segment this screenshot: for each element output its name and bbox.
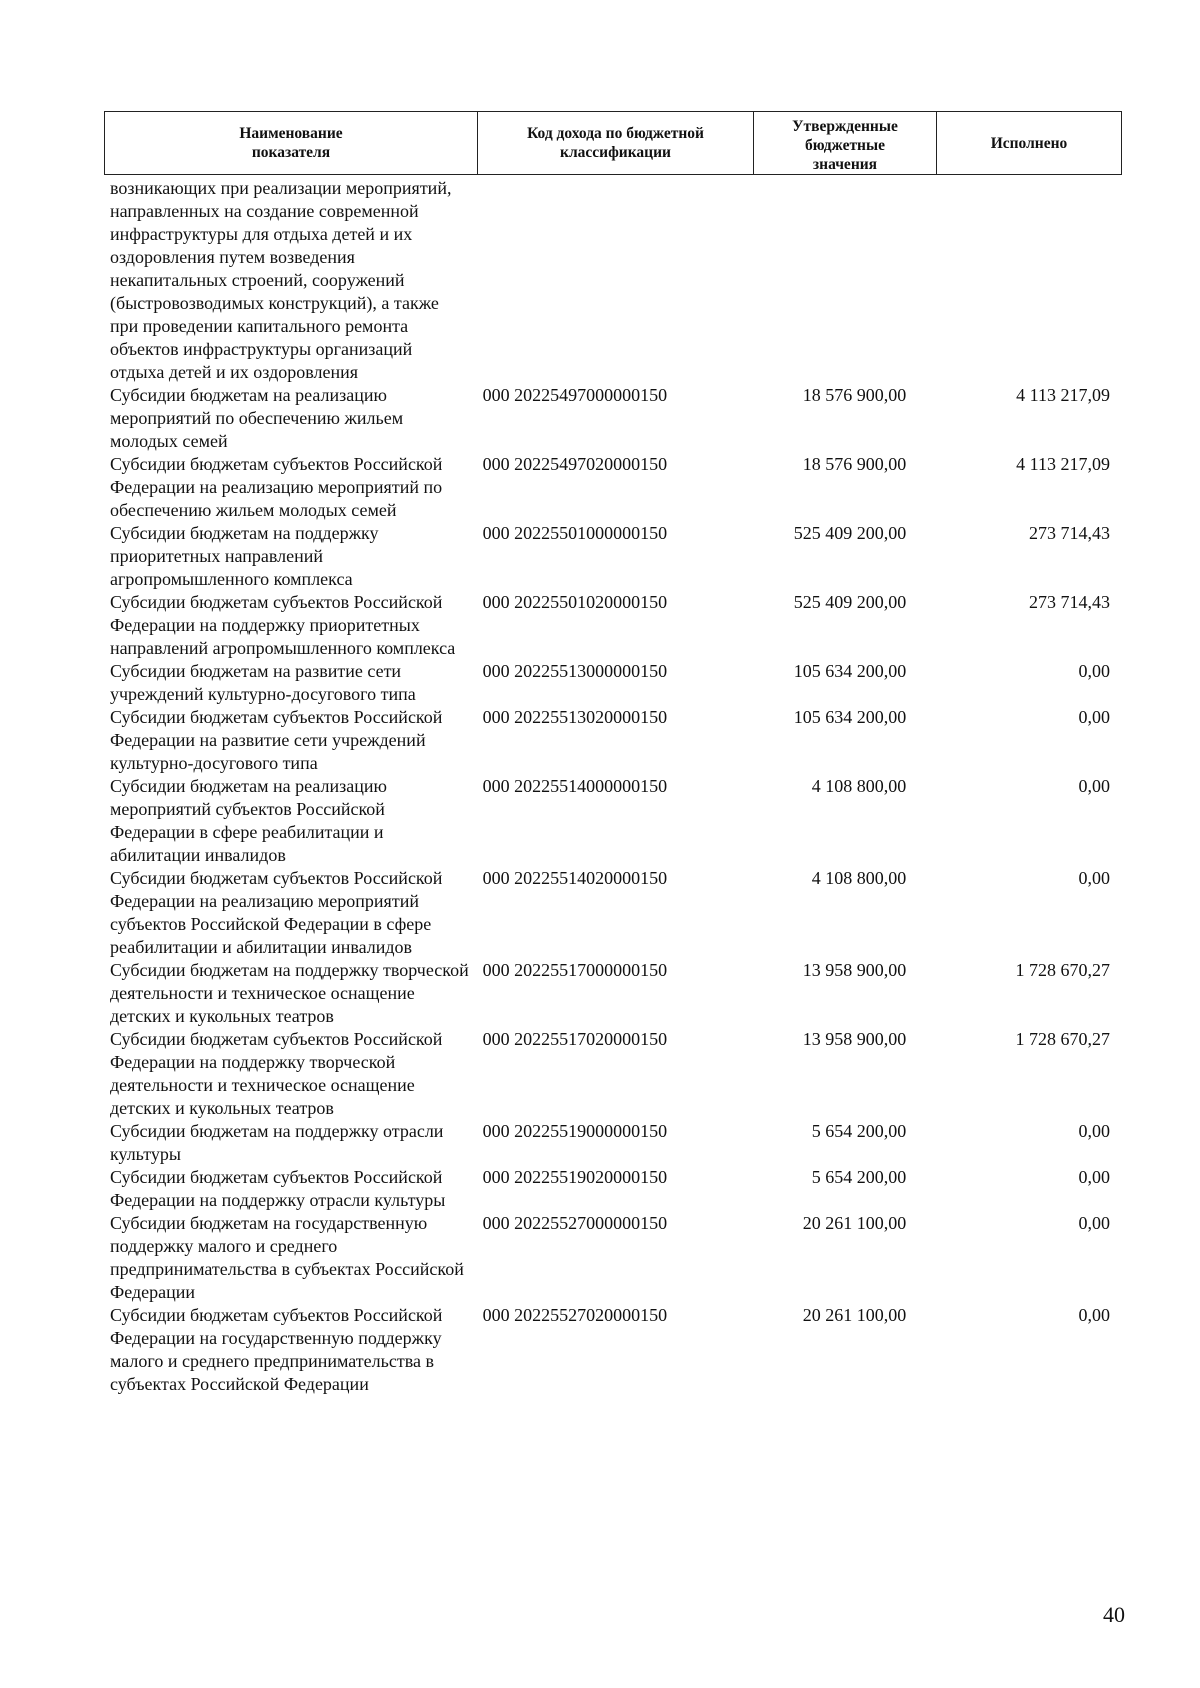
- table-row: [110, 1120, 1110, 1166]
- row-done: 0,00: [1078, 868, 1110, 888]
- row-name: Субсидии бюджетам на поддержку отрасли культуры: [110, 1121, 444, 1164]
- row-approved: 18 576 900,00: [802, 454, 907, 474]
- table-row: [110, 1212, 1110, 1304]
- row-code: 000 20225497020000150: [482, 454, 668, 474]
- table-body: [110, 177, 1110, 1396]
- row-done: 4 113 217,09: [1016, 454, 1110, 474]
- row-name: Субсидии бюджетам на государственную поддержку малого и среднего предпринимательства в субъектах Российской Федерации: [110, 1213, 464, 1302]
- row-name: Субсидии бюджетам субъектов Российской Федерации на поддержку отрасли культуры: [110, 1167, 446, 1210]
- row-name: Субсидии бюджетам на поддержку приоритетных направлений агропромышленного комплекса: [110, 523, 379, 589]
- page-number: 40: [1103, 1602, 1125, 1627]
- table-header: [104, 111, 1122, 175]
- row-done: 0,00: [1078, 1305, 1110, 1325]
- row-code: 000 20225527020000150: [482, 1305, 668, 1325]
- row-done: 1 728 670,27: [1015, 1029, 1110, 1049]
- table-row: [110, 1028, 1110, 1120]
- row-done: [906, 177, 1110, 384]
- row-done: 1 728 670,27: [1015, 960, 1110, 980]
- row-done: 0,00: [1078, 1121, 1110, 1141]
- table-row: [110, 177, 1110, 384]
- row-code: 000 20225519000000150: [482, 1121, 668, 1141]
- row-name: Субсидии бюджетам субъектов Российской Федерации на реализацию мероприятий по обеспечению жильем молодых семей: [110, 454, 443, 520]
- row-code: 000 20225513020000150: [482, 707, 668, 727]
- table-row: [110, 591, 1110, 660]
- row-done: 273 714,43: [1029, 523, 1110, 543]
- row-code: 000 20225527000000150: [482, 1213, 668, 1233]
- row-code: 000 20225513000000150: [482, 661, 668, 681]
- row-done: 0,00: [1078, 707, 1110, 727]
- row-name: Субсидии бюджетам на поддержку творческой деятельности и техническое оснащение детских и кукольных театров: [110, 960, 469, 1026]
- row-name: Субсидии бюджетам субъектов Российской Федерации на развитие сети учреждений культурно-досугового типа: [110, 707, 443, 773]
- table-row: [110, 660, 1110, 706]
- row-code: 000 20225517000000150: [482, 960, 668, 980]
- table-row: [110, 775, 1110, 867]
- table-row: [110, 959, 1110, 1028]
- row-code: 000 20225497000000150: [482, 385, 668, 405]
- row-done: 0,00: [1078, 776, 1110, 796]
- row-approved: [694, 177, 906, 384]
- row-done: 0,00: [1078, 1213, 1110, 1233]
- row-code: 000 20225501020000150: [482, 592, 668, 612]
- row-code: [478, 177, 695, 384]
- row-done: 4 113 217,09: [1016, 385, 1110, 405]
- row-approved: 18 576 900,00: [802, 385, 907, 405]
- row-done: 273 714,43: [1029, 592, 1110, 612]
- row-approved: 4 108 800,00: [811, 868, 907, 888]
- row-name: Субсидии бюджетам субъектов Российской Федерации на поддержку приоритетных направлений агропромышленного комплекса: [110, 592, 456, 658]
- row-approved: 13 958 900,00: [802, 960, 907, 980]
- row-name: Субсидии бюджетам субъектов Российской Федерации на государственную поддержку малого и среднего предпринимательства в субъектах Российской Федерации: [110, 1305, 443, 1394]
- row-done: 0,00: [1078, 661, 1110, 681]
- row-name: Субсидии бюджетам субъектов Российской Федерации на реализацию мероприятий субъектов Российской Федерации в сфере реабилитации и абилитации инвалидов: [110, 868, 443, 957]
- row-done: 0,00: [1078, 1167, 1110, 1187]
- header-done: Исполнено: [990, 134, 1068, 152]
- row-code: 000 20225514020000150: [482, 868, 668, 888]
- row-name: возникающих при реализации мероприятий, направленных на создание современной инфраструктуры для отдыха детей и их оздоровления путем возведения некапитальных строений, сооружений (быстровозводимых конструкций), а также при проведении капитального ремонта объектов инфраструктуры организаций отдыха детей и их оздоровления: [110, 178, 452, 382]
- row-code: 000 20225519020000150: [482, 1167, 668, 1187]
- table-row: [110, 706, 1110, 775]
- row-name: Субсидии бюджетам на развитие сети учреждений культурно-досугового типа: [110, 661, 416, 704]
- row-approved: 13 958 900,00: [802, 1029, 907, 1049]
- header-name: Наименование показателя: [105, 112, 478, 174]
- row-approved: 5 654 200,00: [811, 1167, 907, 1187]
- row-approved: 4 108 800,00: [811, 776, 907, 796]
- row-approved: 20 261 100,00: [802, 1305, 907, 1325]
- table-row: [110, 384, 1110, 453]
- row-approved: 5 654 200,00: [811, 1121, 907, 1141]
- row-name: Субсидии бюджетам на реализацию мероприятий субъектов Российской Федерации в сфере реабилитации и абилитации инвалидов: [110, 776, 387, 865]
- row-name: Субсидии бюджетам на реализацию мероприятий по обеспечению жильем молодых семей: [110, 385, 404, 451]
- table-row: [110, 453, 1110, 522]
- row-code: 000 20225501000000150: [482, 523, 668, 543]
- table-row: [110, 867, 1110, 959]
- row-approved: 525 409 200,00: [793, 592, 907, 612]
- table-row: [110, 1304, 1110, 1396]
- row-code: 000 20225517020000150: [482, 1029, 668, 1049]
- table-row: [110, 1166, 1110, 1212]
- row-approved: 20 261 100,00: [802, 1213, 907, 1233]
- row-approved: 525 409 200,00: [793, 523, 907, 543]
- table-row: [110, 522, 1110, 591]
- row-name: Субсидии бюджетам субъектов Российской Федерации на поддержку творческой деятельности и техническое оснащение детских и кукольных театров: [110, 1029, 443, 1118]
- row-code: 000 20225514000000150: [482, 776, 668, 796]
- row-approved: 105 634 200,00: [793, 661, 907, 681]
- header-approved: Утвержденные бюджетные значения: [754, 112, 937, 174]
- header-code: Код дохода по бюджетной классификации: [478, 112, 754, 174]
- row-approved: 105 634 200,00: [793, 707, 907, 727]
